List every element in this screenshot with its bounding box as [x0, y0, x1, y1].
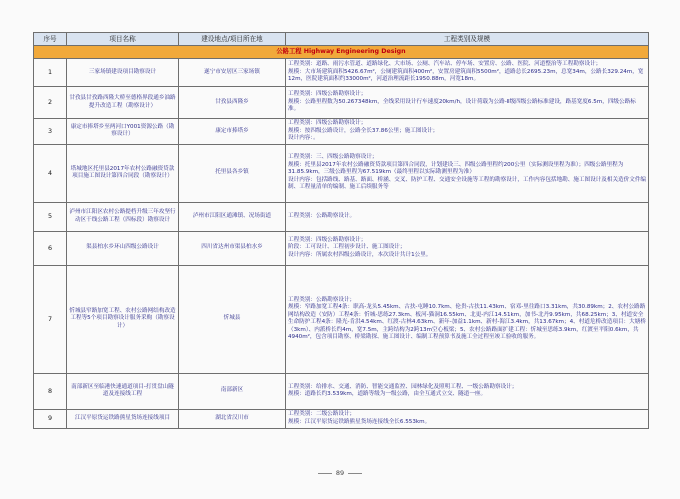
- project-name: 三家场镇建设项目勘察设计: [67, 59, 179, 87]
- table-row: [34, 87, 649, 119]
- header-name: 项目名称: [67, 33, 179, 46]
- project-name: 甘孜县甘孜路西隆大桥至德格界段通乡油路提升改造工程（勘察设计）: [67, 87, 179, 119]
- project-description: [286, 59, 649, 87]
- description-line: 工程类别：四级公路勘察设计；: [288, 120, 367, 126]
- project-location: 康定市捧塔乡: [179, 119, 286, 145]
- header-location: 建设地点/项目所在地: [179, 33, 286, 46]
- description-line: 规模：窄路加宽工程4条：职高-龙头5.45km、古扶-屯睡10.7km、伦贵-古扶11.43km、宿邓-里往路口3.31km，共30.89km；2、农村公路路网结构改造（安防）工程4条：忻城-思练27.3km、板河-猫洞16.55km、北更-内江14.51km，加书-北丹9.95km，共68.25km；3、村道安全生命防护工程4条：隆光-肯洪4.54km、红渡-古林4.63km、新年-加益1.1km、新村-海江3.4km，共13.67km；4、村道危桥改造项目：大塘桥（3km）、内派桥长约4m，宽7.5m，主跨结构为2跨13m空心板梁；5、农村公路路面扩建工程：忻城至思练3.9km，红渡至平阳0.6km，共4940m²，包含项目勘察、桥梁勘探、施工图设计、编制工程预算书及施工全过程至竣工验收的服务。: [288, 304, 646, 341]
- table-row: [34, 265, 649, 373]
- row-number: 5: [34, 202, 67, 231]
- table-row: [34, 202, 649, 231]
- project-name: 江汉平原货运铁路熊星货场连接线项目: [67, 409, 179, 428]
- project-location: 湖北省汉川市: [179, 409, 286, 428]
- project-name: 忻城县窄路加宽工程、农村公路网结构改造工程等5个项目勘察设计服务采购（勘察设计）: [67, 265, 179, 373]
- description-line: 工程类别：四级公路勘察设计；: [288, 236, 367, 243]
- description-line: 设计内容：。: [288, 135, 319, 142]
- project-table: [33, 32, 649, 429]
- description-line: 工程类别：三、四级公路勘察设计；: [288, 154, 378, 161]
- project-description: [286, 119, 649, 145]
- project-location: 泸州市江阳区通滩镇、况场街道: [179, 202, 286, 231]
- row-number: 4: [34, 144, 67, 202]
- table-row: [34, 231, 649, 265]
- table-row: [34, 59, 649, 87]
- header-no: 序号: [34, 33, 67, 46]
- description-line: 规模：江汉平原货运铁路熊星货场连接线全长6.553km。: [288, 418, 431, 425]
- project-description: [286, 231, 649, 265]
- description-line: 规模：公路里程数为50.267348km，全线采用设计行车速度20km/h，设计荷载为公路-Ⅱ级四级公路标准建设，路基宽度6.5m，四级公路标准。: [288, 98, 636, 113]
- row-number: 1: [34, 59, 67, 87]
- description-line: 设计内容：所属农村四级公路设计，本次设计共计1公里。: [288, 251, 432, 258]
- project-location: 托里县各乡镇: [179, 144, 286, 202]
- header-row: [34, 33, 649, 46]
- description-line: 设计内容：包括路线、路基、路面、桥涵、交叉、防护工程、交通安全设施等工程的勘察设计，工作内容包括地勘、施工图设计及相关造价文件编制、工程量清单的编制、施工后续服务等: [288, 176, 647, 191]
- table-row: [34, 119, 649, 145]
- footer-dash-left: [318, 473, 332, 474]
- description-line: 规模：大市场建筑面积5426.67m²，公厕建筑面积400m²，安置房建筑面积5500m²，道路总长2695.23m，总宽34m，公路长329.24m，宽12m，医院建筑面积约33000m²，河道治理流距长1950.88m，河宽18m。: [288, 68, 644, 83]
- category-row: [34, 46, 649, 59]
- description-line: 规模：按四级公路设计，公路全长37.86公里；施工图设计；: [288, 127, 439, 134]
- description-line: 工程类别：二级公路设计；: [288, 411, 356, 418]
- row-number: 8: [34, 373, 67, 409]
- description-line: 规模：托里县2017年农村公路融资贷款项目第四合同段，计划建设三、四级公路里程约200公里（实际测设里程为准）；四级公路里程为31.85.9km，三级公路里程为67.519km（最终里程以实际勘测里程为准）: [288, 161, 624, 176]
- project-location: 忻城县: [179, 265, 286, 373]
- description-line: 工程类别：公路勘察设计；: [288, 296, 356, 303]
- project-name: 泸州市江阳区农村公路提档升级三年攻坚行动区干线公路工程（四标段）勘察设计: [67, 202, 179, 231]
- project-name: 南部新区至临港快速通道项目-打贯盘山隧道及连接线工程: [67, 373, 179, 409]
- project-description: [286, 265, 649, 373]
- project-description: [286, 144, 649, 202]
- row-number: 6: [34, 231, 67, 265]
- table-row: [34, 144, 649, 202]
- row-number: 7: [34, 265, 67, 373]
- description-line: 工程类别：给排水、交通、消防、智能交通监控、园林绿化及照明工程、一级公路勘察设计；: [288, 383, 518, 390]
- description-line: 工程类别：公路勘察设计。: [288, 212, 356, 219]
- project-description: [286, 202, 649, 231]
- description-line: 工程类别：道路、雨污水管道、道路绿化、大市场、公厕、汽车站、停车场、安置房、公路、医院、河道整治等工程勘察设计；: [288, 61, 602, 68]
- project-description: [286, 373, 649, 409]
- description-line: 规模：道路长约3.539km，道路等级为一级公路，由全互通式立交、隧道一座。: [288, 391, 487, 398]
- row-number: 2: [34, 87, 67, 119]
- page-footer: [0, 469, 680, 477]
- row-number: 9: [34, 409, 67, 428]
- description-line: 阶段：工可设计、工程初步设计、施工图设计；: [288, 244, 406, 251]
- project-location: 甘孜县西隆乡: [179, 87, 286, 119]
- page-number: 89: [335, 469, 345, 477]
- category-title: 公路工程 Highway Engineering Design: [34, 46, 649, 59]
- description-line: 工程类别：四级公路勘察设计；: [288, 91, 367, 98]
- project-name: 渠县柏水乡环山四级公路设计: [67, 231, 179, 265]
- row-number: 3: [34, 119, 67, 145]
- project-location: 南部新区: [179, 373, 286, 409]
- project-description: [286, 409, 649, 428]
- table-row: [34, 409, 649, 428]
- project-location: 遂宁市安居区三家场镇: [179, 59, 286, 87]
- project-name: 塔城地区托里县2017年农村公路融资贷款项目施工图设计第四合同段（勘察设计）: [67, 144, 179, 202]
- footer-dash-right: [348, 473, 362, 474]
- project-location: 四川省达州市渠县柏水乡: [179, 231, 286, 265]
- project-description: [286, 87, 649, 119]
- table-row: [34, 373, 649, 409]
- header-category: 工程类别及规模: [286, 33, 649, 46]
- project-name: 康定市捧塔乡至两河口Y001资源公路（勘察设计）: [67, 119, 179, 145]
